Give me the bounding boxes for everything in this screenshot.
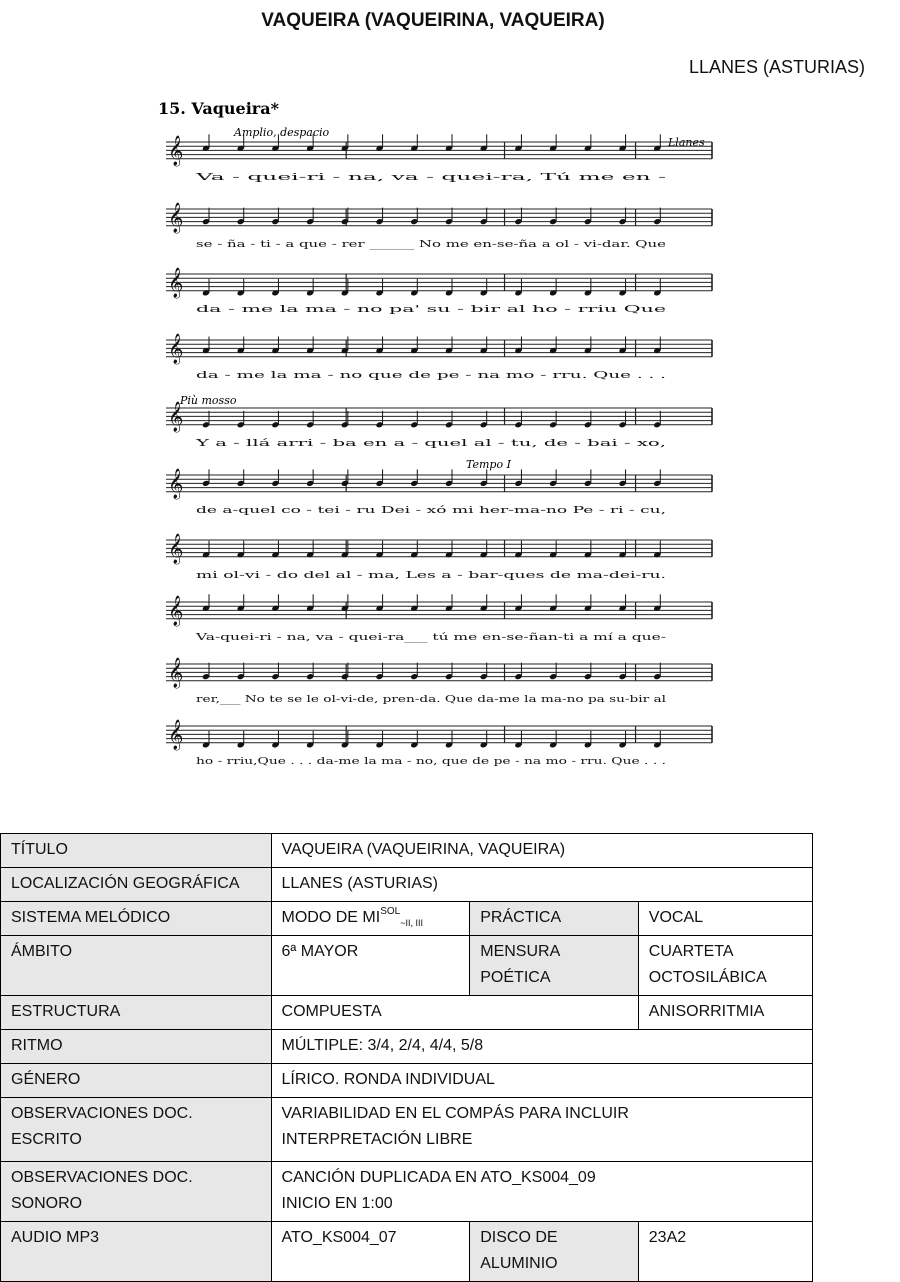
svg-text:𝄞: 𝄞	[168, 268, 184, 298]
localizacion-value: LLANES (ASTURIAS)	[271, 868, 812, 902]
estructura-label: ESTRUCTURA	[1, 996, 272, 1030]
disco-label: DISCO DE ALUMINIO	[470, 1222, 639, 1282]
lyric-line: se - ña - ti - a que - rer ______ No me en-se-ña a ol - vi-dar. Que	[196, 240, 666, 250]
music-staff	[166, 134, 712, 167]
table-row	[1, 868, 813, 902]
music-staff	[166, 657, 712, 689]
ritmo-value: MÚLTIPLE: 3/4, 2/4, 4/4, 5/8	[271, 1030, 812, 1064]
obs-sonoro-value: CANCIÓN DUPLICADA EN ATO_KS004_09 INICIO EN 1:00	[271, 1162, 812, 1222]
obs-escrito-value: VARIABILIDAD EN EL COMPÁS PARA INCLUIR INTERPRETACIÓN LIBRE	[271, 1098, 812, 1162]
table-row	[1, 936, 813, 996]
genero-label: GÉNERO	[1, 1064, 272, 1098]
music-staff	[166, 468, 712, 500]
table-row	[1, 996, 813, 1030]
score-tempo-i: Tempo I	[466, 458, 511, 471]
table-row	[1, 1030, 813, 1064]
lyric-line: da - me la ma - no que de pe - na mo - rru. Que . . .	[196, 371, 667, 381]
svg-text:𝄞: 𝄞	[168, 469, 184, 499]
table-row	[1, 1064, 813, 1098]
svg-text:𝄞: 𝄞	[168, 658, 184, 688]
mensura-value: CUARTETA OCTOSILÁBICA	[638, 936, 812, 996]
music-staff	[166, 533, 712, 565]
obs-sonoro-label: OBSERVACIONES DOC. SONORO	[1, 1162, 272, 1222]
practica-label: PRÁCTICA	[470, 902, 639, 936]
table-row	[1, 1222, 813, 1282]
localizacion-label: LOCALIZACIÓN GEOGRÁFICA	[1, 868, 272, 902]
sheet-music-image	[118, 90, 720, 790]
titulo-label: TÍTULO	[1, 834, 272, 868]
music-staff	[166, 401, 712, 433]
svg-text:𝄞: 𝄞	[168, 334, 184, 364]
estructura-value: COMPUESTA	[271, 996, 638, 1030]
obs-escrito-label: OBSERVACIONES DOC. ESCRITO	[1, 1098, 272, 1162]
ambito-label: ÁMBITO	[1, 936, 272, 996]
score-piu-mosso: Più mosso	[180, 394, 237, 407]
lyric-line: da - me la ma - no pa' su - bir al ho - rriu Que	[196, 305, 666, 315]
table-row	[1, 834, 813, 868]
music-staff	[166, 267, 712, 299]
svg-text:𝄞: 𝄞	[168, 203, 184, 233]
svg-text:𝄞: 𝄞	[168, 136, 184, 166]
estructura-extra: ANISORRITMIA	[638, 996, 812, 1030]
lyric-line: rer,___ No te se le ol-vi-de, pren-da. Que da-me la ma-no pa su-bir al	[196, 695, 667, 705]
lyric-line: mi ol-vi - do del al - ma, Les a - bar-ques de ma-dei-ru.	[196, 571, 667, 581]
document-title: VAQUEIRA (VAQUEIRINA, VAQUEIRA)	[261, 10, 605, 31]
music-staff	[166, 594, 712, 627]
genero-value: LÍRICO. RONDA INDIVIDUAL	[271, 1064, 812, 1098]
mensura-label: MENSURA POÉTICA	[470, 936, 639, 996]
lyric-line: Y a - llá arri - ba en a - quel al - tu, de - bai - xo,	[196, 439, 412, 449]
svg-text:𝄞: 𝄞	[168, 402, 184, 432]
lyric-line: de a-quel co - tei - ru Dei - xó mi her-ma-no Pe - ri - cu,	[196, 506, 445, 516]
score-place-label: Llanes	[668, 136, 705, 149]
titulo-value: VAQUEIRA (VAQUEIRINA, VAQUEIRA)	[271, 834, 812, 868]
svg-text:𝄞: 𝄞	[168, 534, 184, 564]
sistema-value: MODO DE $MI^{SOL}_{\sim II, III}$	[271, 902, 470, 936]
audio-value: ATO_KS004_07	[271, 1222, 470, 1282]
music-staff	[166, 202, 712, 234]
svg-text:𝄞: 𝄞	[168, 720, 184, 750]
lyric-line: Va - quei-ri - na, va - quei-ra, Tú me en -	[196, 173, 378, 183]
lyric-line: ho - rriu,Que . . . da-me la ma - no, que de pe - na mo - rru. Que . . .	[196, 757, 667, 767]
lyric-line: Va-quei-ri - na, va - quei-ra___ tú me en-se-ñan-ti a mí a que-	[196, 633, 470, 643]
sistema-label: SISTEMA MELÓDICO	[1, 902, 272, 936]
disco-value: 23A2	[638, 1222, 812, 1282]
score-tempo-marking: Amplio, despacio	[234, 126, 330, 139]
table-row	[1, 1162, 813, 1222]
table-row	[1, 1098, 813, 1162]
score-number-title: 15. Vaqueira*	[158, 99, 279, 118]
metadata-table	[0, 833, 813, 1282]
document-location: LLANES (ASTURIAS)	[688, 57, 865, 77]
ambito-value: 6ª MAYOR	[271, 936, 470, 996]
svg-text:𝄞: 𝄞	[168, 596, 184, 626]
practica-value: VOCAL	[638, 902, 812, 936]
table-row	[1, 902, 813, 936]
ritmo-label: RITMO	[1, 1030, 272, 1064]
audio-label: AUDIO MP3	[1, 1222, 272, 1282]
music-staff	[166, 719, 712, 751]
music-staff	[166, 333, 712, 365]
